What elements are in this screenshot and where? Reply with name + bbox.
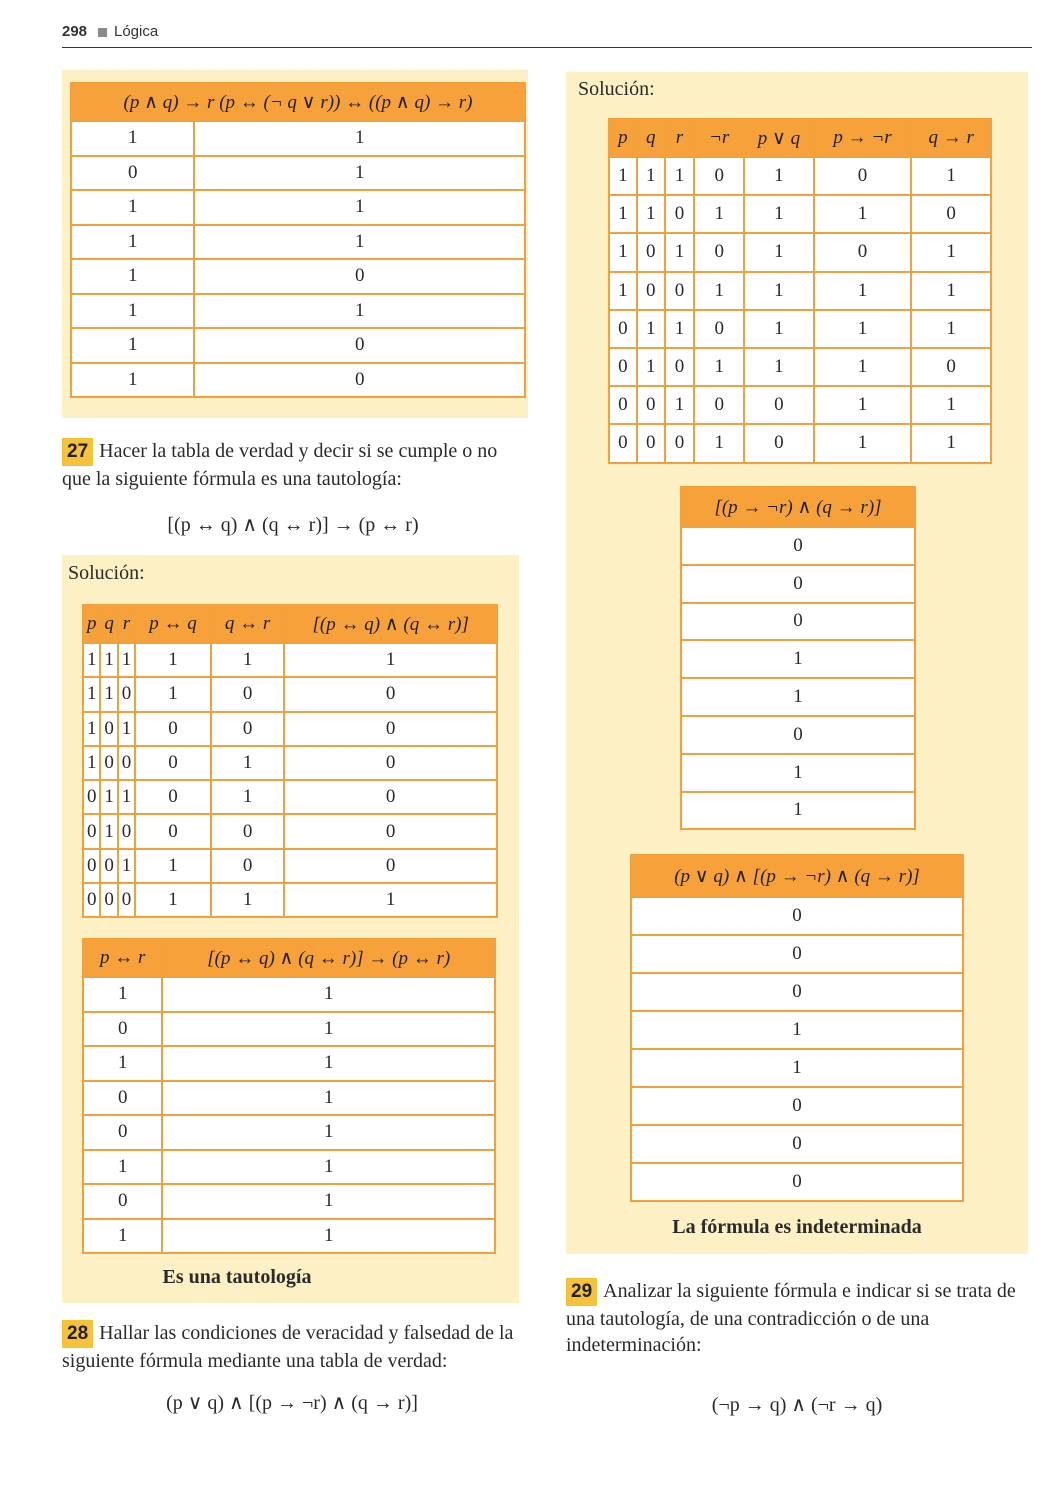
ex27-table2-cell: 0 <box>83 1115 162 1150</box>
ex26-table-row <box>71 294 525 329</box>
ex27-table1-cell: 1 <box>83 677 100 711</box>
ex28-table2-row <box>681 527 915 565</box>
ex28-table1-cell: 1 <box>665 233 695 271</box>
ex27-table2-row <box>83 1115 495 1150</box>
ex27-table2-header-cell: p ↔ r <box>83 939 162 977</box>
ex26-table-cell: 1 <box>71 225 194 260</box>
ex27-table2-cell: 1 <box>162 1012 495 1047</box>
ex28-table1-cell: 1 <box>744 310 814 348</box>
ex27-table2-row <box>83 977 495 1012</box>
ex28-table1-cell: 0 <box>637 386 665 424</box>
ex26-table <box>70 82 526 398</box>
ex27-table1-cell: 1 <box>118 712 135 746</box>
ex28-table1-cell: 0 <box>814 233 912 271</box>
ex27-table2-cell: 1 <box>162 1115 495 1150</box>
ex28-table3-cell: 0 <box>631 935 963 973</box>
ex27-table1-cell: 1 <box>100 780 117 814</box>
ex27-table1-cell: 1 <box>118 780 135 814</box>
ex28-table3-cell: 0 <box>631 973 963 1011</box>
ex28-table1-header-cell: ¬r <box>694 119 744 157</box>
ex26-table-row <box>71 328 525 363</box>
ex28-table1-cell: 1 <box>911 424 991 462</box>
ex29-formula: (¬p → q) ∧ (¬r → q) <box>711 1394 883 1416</box>
ex28-table1-cell: 1 <box>911 157 991 195</box>
ex27-table1-row <box>83 712 497 746</box>
ex27-table1-header-cell: q ↔ r <box>211 605 285 643</box>
ex28-table1-cell: 1 <box>744 233 814 271</box>
ex28-table2-cell: 0 <box>681 716 915 754</box>
ex27-table1-cell: 1 <box>284 643 497 677</box>
ex28-table1-row <box>609 233 991 271</box>
ex26-table-row <box>71 156 525 191</box>
ex28-table1-cell: 0 <box>694 233 744 271</box>
ex28-table2-cell: 0 <box>681 603 915 641</box>
ex27-table1-cell: 0 <box>100 712 117 746</box>
ex28-table1-row <box>609 386 991 424</box>
ex28-table1-cell: 0 <box>694 386 744 424</box>
ex28-text: Hallar las condiciones de veracidad y falsedad de la siguiente fórmula mediante una tabla de verdad: <box>62 1322 514 1372</box>
ex27-table1-cell: 0 <box>100 849 117 883</box>
ex27-table2-cell: 1 <box>83 977 162 1012</box>
ex27-table1-cell: 0 <box>284 780 497 814</box>
ex28-table3-header: (p ∨ q) ∧ [(p → ¬r) ∧ (q → r)] <box>631 855 963 897</box>
ex27-table1-row <box>83 814 497 848</box>
ex27-table2-cell: 1 <box>162 1150 495 1185</box>
ex27-table1-cell: 1 <box>118 849 135 883</box>
ex28-table2-row <box>681 640 915 678</box>
ex28-table1-cell: 1 <box>637 310 665 348</box>
ex27-table1-cell: 0 <box>284 677 497 711</box>
ex26-table-row <box>71 259 525 294</box>
ex28-table2-header: [(p → ¬r) ∧ (q → r)] <box>681 487 915 527</box>
ex27-table1-cell: 0 <box>118 746 135 780</box>
ex26-table-cell: 1 <box>71 294 194 329</box>
ex27-table2-row <box>83 1081 495 1116</box>
ex26-table-row <box>71 225 525 260</box>
ex27-table1-cell: 0 <box>284 849 497 883</box>
ex27-table2 <box>82 938 496 1254</box>
ex27-table1-cell: 0 <box>135 746 211 780</box>
ex27-table1-row <box>83 677 497 711</box>
ex27-table1-cell: 1 <box>83 712 100 746</box>
ex27-solution-label: Solución: <box>68 562 145 584</box>
ex28-table2-row <box>681 678 915 716</box>
ex27-table2-cell: 1 <box>162 1219 495 1254</box>
ex27-table1-cell: 0 <box>284 814 497 848</box>
ex28-table3-row <box>631 1163 963 1201</box>
ex28-table1-cell: 1 <box>665 386 695 424</box>
ex27-table1-header-cell: q <box>100 605 117 643</box>
ex28-table1-row <box>609 424 991 462</box>
ex26-table-row <box>71 190 525 225</box>
ex27-table2-cell: 1 <box>83 1219 162 1254</box>
ex28-table1-row <box>609 272 991 310</box>
ex26-table-row <box>71 121 525 156</box>
ex28-table3-cell: 1 <box>631 1011 963 1049</box>
ex28-table1-cell: 0 <box>911 348 991 386</box>
ex27-table2-row <box>83 1184 495 1219</box>
ex28-table1 <box>608 118 992 464</box>
ex26-table-cell: 0 <box>194 328 525 363</box>
ex28-table1-cell: 0 <box>665 348 695 386</box>
ex27-table1-cell: 0 <box>118 677 135 711</box>
ex27-table2-cell: 0 <box>83 1081 162 1116</box>
ex28-table3-cell: 0 <box>631 897 963 935</box>
ex28-table1-cell: 0 <box>911 195 991 233</box>
ex28-table2-cell: 0 <box>681 565 915 603</box>
ex28-table1-header-cell: p <box>609 119 637 157</box>
ex27-table1-row <box>83 643 497 677</box>
ex27-table1-cell: 1 <box>135 883 211 917</box>
page-header <box>62 20 1032 48</box>
ex28-table3-row <box>631 1011 963 1049</box>
ex26-table-cell: 1 <box>71 259 194 294</box>
ex27-table1-cell: 0 <box>83 780 100 814</box>
ex28-table3-cell: 0 <box>631 1087 963 1125</box>
ex27-table2-cell: 1 <box>83 1150 162 1185</box>
ex28-table1-cell: 1 <box>609 157 637 195</box>
ex28-table1-cell: 0 <box>694 310 744 348</box>
ex28-table1-row <box>609 157 991 195</box>
ex27-table1-row <box>83 883 497 917</box>
ex28-table2-row <box>681 754 915 792</box>
ex28-table1-cell: 0 <box>609 310 637 348</box>
ex27-formula: [(p ↔ q) ∧ (q ↔ r)] → (p ↔ r) <box>167 514 419 536</box>
ex28-table2-row <box>681 603 915 641</box>
ex27-table1-cell: 1 <box>118 643 135 677</box>
ex27-table1-cell: 1 <box>100 677 117 711</box>
ex27-table1 <box>82 604 498 918</box>
ex28-table1-cell: 0 <box>744 424 814 462</box>
ex26-table-cell: 1 <box>194 225 525 260</box>
ex27-table1-cell: 0 <box>211 814 285 848</box>
ex28-statement <box>62 1320 522 1374</box>
ex27-text: Hacer la tabla de verdad y decir si se cumple o no que la siguiente fórmula es una tautología: <box>62 440 498 490</box>
ex27-table1-row <box>83 746 497 780</box>
ex28-table1-header-cell: q <box>637 119 665 157</box>
ex28-table2-row <box>681 716 915 754</box>
ex27-table1-cell: 0 <box>83 849 100 883</box>
ex27-table2-cell: 1 <box>162 1046 495 1081</box>
ex28-table1-cell: 1 <box>911 310 991 348</box>
ex27-table1-cell: 1 <box>83 746 100 780</box>
ex27-table1-header-cell: r <box>118 605 135 643</box>
header-square-icon <box>98 28 107 37</box>
ex28-table3-row <box>631 1125 963 1163</box>
ex28-table1-header-cell: q → r <box>911 119 991 157</box>
ex27-table1-cell: 0 <box>135 814 211 848</box>
ex28-table3-cell: 0 <box>631 1163 963 1201</box>
ex27-table1-cell: 1 <box>211 883 285 917</box>
ex28-table3 <box>630 854 964 1202</box>
ex28-table1-cell: 1 <box>694 195 744 233</box>
ex28-table1-cell: 1 <box>744 348 814 386</box>
ex27-table2-cell: 0 <box>83 1184 162 1219</box>
ex27-table1-cell: 0 <box>83 883 100 917</box>
ex28-verdict: La fórmula es indeterminada <box>672 1216 922 1238</box>
ex28-formula: (p ∨ q) ∧ [(p → ¬r) ∧ (q → r)] <box>166 1392 418 1414</box>
ex27-table2-cell: 1 <box>162 977 495 1012</box>
ex28-table1-cell: 0 <box>637 424 665 462</box>
ex28-table1-header-cell: p ∨ q <box>744 119 814 157</box>
ex28-table3-row <box>631 973 963 1011</box>
ex27-number: 27 <box>62 438 93 466</box>
ex28-table3-row <box>631 897 963 935</box>
ex27-table1-cell: 0 <box>284 746 497 780</box>
ex28-table2-row <box>681 792 915 830</box>
ex27-table1-cell: 0 <box>211 677 285 711</box>
ex27-table1-cell: 1 <box>135 677 211 711</box>
ex28-table1-cell: 1 <box>814 195 912 233</box>
ex27-table1-header-cell: p <box>83 605 100 643</box>
ex28-table2-row <box>681 565 915 603</box>
ex28-number: 28 <box>62 1320 93 1348</box>
ex26-table-header: (p ∧ q) → r (p ↔ (¬ q ∨ r)) ↔ ((p ∧ q) → r) <box>71 83 525 121</box>
ex28-table1-cell: 1 <box>744 157 814 195</box>
ex28-table1-cell: 1 <box>814 424 912 462</box>
ex27-table1-cell: 1 <box>211 643 285 677</box>
ex28-table2-cell: 0 <box>681 527 915 565</box>
ex29-number: 29 <box>566 1278 597 1306</box>
ex28-table1-cell: 0 <box>609 424 637 462</box>
ex28-table1-cell: 1 <box>665 310 695 348</box>
ex26-table-cell: 1 <box>194 294 525 329</box>
ex27-table1-header-cell: p ↔ q <box>135 605 211 643</box>
ex28-table2 <box>680 486 916 830</box>
ex26-table-cell: 1 <box>194 156 525 191</box>
ex28-table1-cell: 1 <box>694 424 744 462</box>
ex28-table1-cell: 1 <box>911 386 991 424</box>
ex27-table1-cell: 1 <box>83 643 100 677</box>
ex28-table1-cell: 0 <box>609 386 637 424</box>
ex28-table1-cell: 1 <box>609 233 637 271</box>
ex27-table2-row <box>83 1012 495 1047</box>
ex28-table1-cell: 0 <box>694 157 744 195</box>
ex27-table2-cell: 1 <box>162 1184 495 1219</box>
section-title: Lógica <box>114 23 159 40</box>
ex28-table1-cell: 0 <box>609 348 637 386</box>
ex27-table1-cell: 0 <box>135 780 211 814</box>
ex28-table1-row <box>609 348 991 386</box>
ex28-table1-cell: 1 <box>814 310 912 348</box>
ex28-table1-cell: 0 <box>637 272 665 310</box>
ex28-table1-cell: 1 <box>911 272 991 310</box>
ex27-table1-cell: 0 <box>83 814 100 848</box>
ex27-table1-cell: 0 <box>118 883 135 917</box>
ex27-table1-cell: 0 <box>100 883 117 917</box>
ex28-table1-cell: 1 <box>694 348 744 386</box>
ex27-table2-header-cell: [(p ↔ q) ∧ (q ↔ r)] → (p ↔ r) <box>162 939 495 977</box>
ex26-table-cell: 0 <box>194 259 525 294</box>
ex28-table2-cell: 1 <box>681 792 915 830</box>
ex28-table1-cell: 1 <box>744 272 814 310</box>
page-number: 298 <box>62 23 88 40</box>
ex27-table1-cell: 0 <box>211 712 285 746</box>
ex27-table1-cell: 1 <box>135 643 211 677</box>
ex28-table1-cell: 1 <box>637 348 665 386</box>
ex28-table1-cell: 1 <box>744 195 814 233</box>
ex27-table2-cell: 0 <box>83 1012 162 1047</box>
ex28-table2-cell: 1 <box>681 754 915 792</box>
ex26-table-cell: 1 <box>194 190 525 225</box>
ex28-table1-cell: 1 <box>814 386 912 424</box>
ex27-table2-row <box>83 1046 495 1081</box>
ex27-table1-cell: 0 <box>135 712 211 746</box>
ex28-table1-cell: 1 <box>814 348 912 386</box>
ex28-table1-header-cell: p → ¬r <box>814 119 912 157</box>
ex28-table2-cell: 1 <box>681 678 915 716</box>
ex27-table1-cell: 1 <box>100 814 117 848</box>
ex27-table1-header-cell: [(p ↔ q) ∧ (q ↔ r)] <box>284 605 497 643</box>
ex27-table1-cell: 1 <box>284 883 497 917</box>
ex27-statement <box>62 438 524 492</box>
ex28-table1-cell: 1 <box>609 195 637 233</box>
ex28-table1-cell: 1 <box>911 233 991 271</box>
ex28-table1-cell: 1 <box>694 272 744 310</box>
ex29-text: Analizar la siguiente fórmula e indicar si se trata de una tautología, de una contradicción o de una indeterminación: <box>566 1280 1016 1356</box>
ex28-solution-label: Solución: <box>578 78 655 100</box>
ex28-table1-cell: 0 <box>665 195 695 233</box>
ex28-table1-cell: 1 <box>814 272 912 310</box>
ex28-table1-cell: 1 <box>609 272 637 310</box>
ex27-table1-cell: 0 <box>211 849 285 883</box>
ex28-table3-row <box>631 935 963 973</box>
ex27-table1-cell: 1 <box>211 780 285 814</box>
ex28-table1-cell: 1 <box>665 157 695 195</box>
ex26-table-cell: 1 <box>71 363 194 398</box>
ex27-table1-cell: 0 <box>284 712 497 746</box>
ex27-table1-row <box>83 849 497 883</box>
ex27-table2-row <box>83 1219 495 1254</box>
ex27-verdict: Es una tautología <box>162 1266 312 1288</box>
ex28-table1-row <box>609 195 991 233</box>
ex28-table1-cell: 0 <box>744 386 814 424</box>
ex27-table1-cell: 1 <box>211 746 285 780</box>
ex28-table3-cell: 0 <box>631 1125 963 1163</box>
ex28-table1-cell: 1 <box>637 195 665 233</box>
ex28-table3-cell: 1 <box>631 1049 963 1087</box>
ex27-table1-cell: 1 <box>100 643 117 677</box>
ex27-table1-row <box>83 780 497 814</box>
ex27-table2-cell: 1 <box>83 1046 162 1081</box>
ex26-table-cell: 1 <box>71 190 194 225</box>
ex28-table1-row <box>609 310 991 348</box>
ex26-table-cell: 1 <box>194 121 525 156</box>
ex27-table1-cell: 0 <box>118 814 135 848</box>
ex26-table-cell: 0 <box>71 156 194 191</box>
ex28-table1-cell: 0 <box>637 233 665 271</box>
ex26-table-row <box>71 363 525 398</box>
ex28-table3-row <box>631 1049 963 1087</box>
ex26-table-cell: 1 <box>71 121 194 156</box>
ex28-table3-row <box>631 1087 963 1125</box>
ex28-table1-cell: 1 <box>637 157 665 195</box>
ex27-table1-cell: 1 <box>135 849 211 883</box>
ex27-table2-cell: 1 <box>162 1081 495 1116</box>
ex26-table-cell: 0 <box>194 363 525 398</box>
ex27-table2-row <box>83 1150 495 1185</box>
ex26-table-cell: 1 <box>71 328 194 363</box>
ex28-table1-header-cell: r <box>665 119 695 157</box>
ex28-table1-cell: 0 <box>665 424 695 462</box>
ex29-statement <box>566 1278 1028 1358</box>
ex28-table1-cell: 0 <box>814 157 912 195</box>
ex28-table2-cell: 1 <box>681 640 915 678</box>
ex28-table1-cell: 0 <box>665 272 695 310</box>
ex27-table1-cell: 0 <box>100 746 117 780</box>
